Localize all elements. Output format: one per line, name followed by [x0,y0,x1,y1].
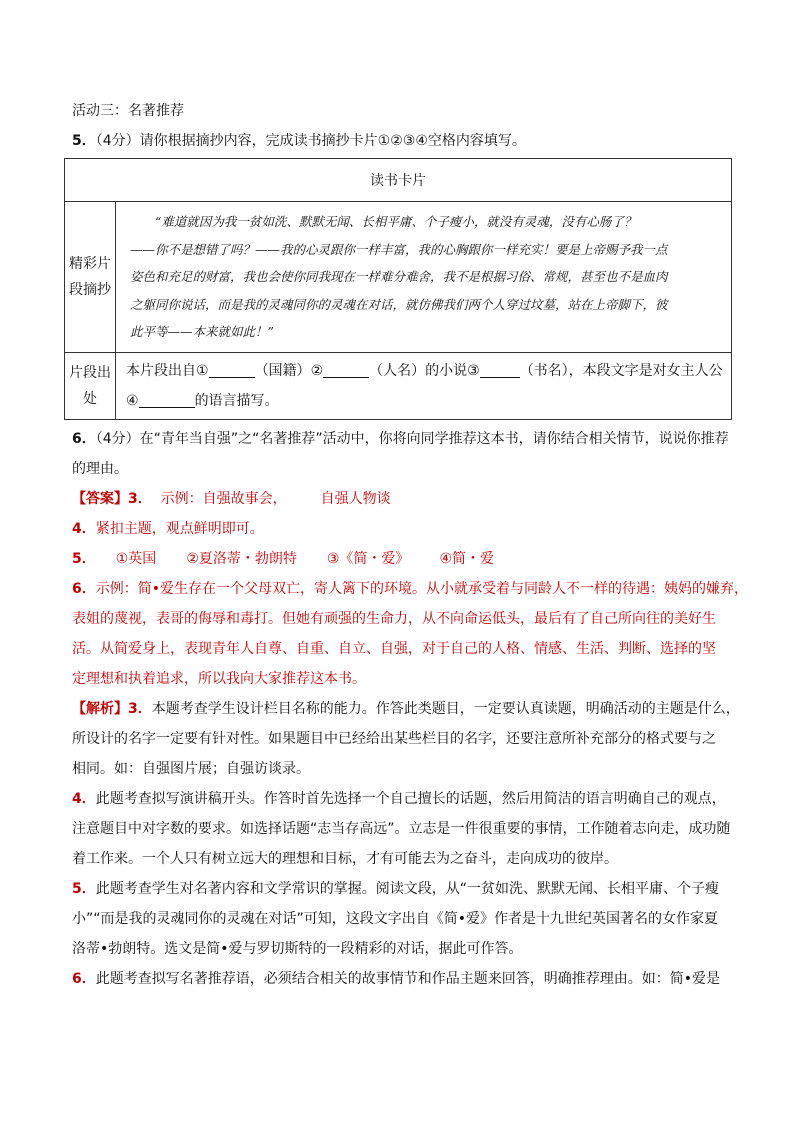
blank-hint-3: （书名），本段文字是对女主人公 [519,362,723,379]
analysis-4 [72,784,732,814]
answer-6-number: 6． [72,580,96,597]
analysis-6 [72,964,732,994]
analysis-6-number: 6． [72,970,96,987]
answer-5-item4: ④简・爱 [439,550,494,567]
excerpt-label: 精彩片段摘抄 [65,202,116,353]
document-page [69,96,749,994]
answer-5-item2: ②夏洛蒂・勃朗特 [186,550,297,567]
analysis-5-text: 此题考查学生对名著内容和文学常识的掌握。阅读文段，从“一贫如洗、默默无闻、长相平庸、个子瘦 [95,880,720,897]
excerpt-line: 姿色和充足的财富，我也会使你同我现在一样难分难舍，我不是根据习俗、常规，甚至也不是血肉 [130,269,668,284]
q5-text: 请你根据摘抄内容，完成读书摘抄卡片①②③④空格内容填写。 [139,133,526,149]
analysis-5-number: 5． [72,880,96,897]
question-6 [72,424,732,454]
analysis-4-line: 注意题目中对字数的要求。如选择话题“志当存高远”。立志是一件很重要的事情，工作随着志向走，成功随 [72,820,731,837]
answer-5-number: 5． [72,550,96,567]
q5-score: （4分） [95,133,140,149]
reading-card-table [64,158,732,420]
answer-4 [72,514,732,544]
analysis-3-text: 本题考查学生设计栏目名称的能力。作答此类题目，一定要认真读题，明确活动的主题是什么， [151,700,740,717]
analysis-4-line: 着工作来。一个人只有树立远大的理想和目标，才有可能去为之奋斗，走向成功的彼岸。 [72,850,618,867]
blank-hint-4: 的语言描写。 [194,392,279,409]
question-5 [72,126,732,156]
q6-text-cont: 的理由。 [72,460,128,477]
blank-mark-2: ② [310,362,324,379]
answer-5-item3: ③《简・爱》 [326,550,410,567]
answer-blank-3[interactable] [480,361,520,378]
answer-3-part2: 自强人物谈 [320,490,391,507]
excerpt-line: 此平等——本来就如此！” [130,324,274,339]
activity-title: 活动三：名著推荐 [72,103,184,119]
analysis-tag: 【解析】3． [72,700,152,717]
answer-3 [72,484,732,514]
source-cell [116,352,732,419]
analysis-3 [72,694,740,724]
blank-mark-1: ① [196,362,209,379]
q6-text: 在“青年当自强”之“名著推荐”活动中，你将向同学推荐这本书，请你结合相关情节，说说你推荐 [139,430,729,447]
answer-blank-4[interactable] [139,391,195,408]
analysis-5 [72,874,732,904]
answer-5-item1: ①英国 [115,550,157,567]
analysis-4-text: 此题考查拟写演讲稿开头。作答时首先选择一个自己擅长的话题，然后用简洁的语言明确自己的观点， [95,790,726,807]
analysis-5-line: 洛蒂•勃朗特。选文是简•爱与罗切斯特的一段精彩的对话，据此可作答。 [72,940,523,957]
answer-6 [72,574,749,604]
blank-mark-3: ③ [467,362,480,379]
answer-4-number: 4． [72,520,96,537]
answer-blank-2[interactable] [323,361,369,378]
answer-5 [72,544,732,574]
answer-6-line: 活。从简爱身上，表现青年人自尊、自重、自立、自强，对于自己的人格、情感、生活、判断、选择的坚 [72,640,716,657]
q6-number: 6． [72,430,96,447]
answer-blank-1[interactable] [209,361,255,378]
analysis-4-number: 4． [72,790,96,807]
blank-mark-4: ④ [126,392,139,409]
excerpt-cell [116,202,732,353]
answer-6-line: 定理想和执着追求，所以我向大家推荐这本书。 [72,670,366,687]
answer-6-text: 示例：简•爱生存在一个父母双亡，寄人篱下的环境。从小就承受着与同龄人不一样的待遇：姨妈的嫌弃， [95,580,749,597]
source-label: 片段出处 [65,352,116,419]
answer-tag: 【答案】3． [72,490,152,507]
excerpt-line: ——你不是想错了吗？——我的心灵跟你一样丰富，我的心胸跟你一样充实！要是上帝赐予我一点 [130,241,668,257]
excerpt-line: “难道就因为我一贫如洗、默默无闻、长相平庸、个子瘦小，就没有灵魂，没有心肠了？ [155,214,637,229]
blank-hint-2: （人名）的小说 [369,362,468,379]
analysis-6-text: 此题考查拟写名著推荐语，必须结合相关的故事情节和作品主题来回答，明确推荐理由。如：简•爱是 [95,970,721,987]
answer-4-text: 紧扣主题，观点鲜明即可。 [95,520,264,537]
card-title: 读书卡片 [65,159,732,202]
analysis-3-line: 相同。如：自强图片展；自强访谈录。 [72,760,310,777]
answer-6-line: 表姐的蔑视，表哥的侮辱和毒打。但她有顽强的生命力，从不向命运低头，最后有了自己所向往的美好生 [72,610,716,627]
q6-score: （4分） [95,430,140,447]
answer-3-part1: 示例：自强故事会， [160,490,287,507]
blank-hint-1: （国籍） [254,362,311,379]
analysis-5-line: 小”“而是我的灵魂同你的灵魂在对话”可知，这段文字出自《简•爱》作者是十九世纪英国著名的女作家夏 [72,910,719,927]
analysis-3-line: 所设计的名字一定要有针对性。如果题目中已经给出某些栏目的名字，还要注意所补充部分的格式要与之 [72,730,716,747]
excerpt-line: 之躯同你说话，而是我的灵魂同你的灵魂在对话，就仿佛我们两个人穿过坟墓，站在上帝脚下，彼 [130,296,668,312]
source-text: 本片段出自 [126,362,196,379]
q5-number: 5． [72,133,96,149]
